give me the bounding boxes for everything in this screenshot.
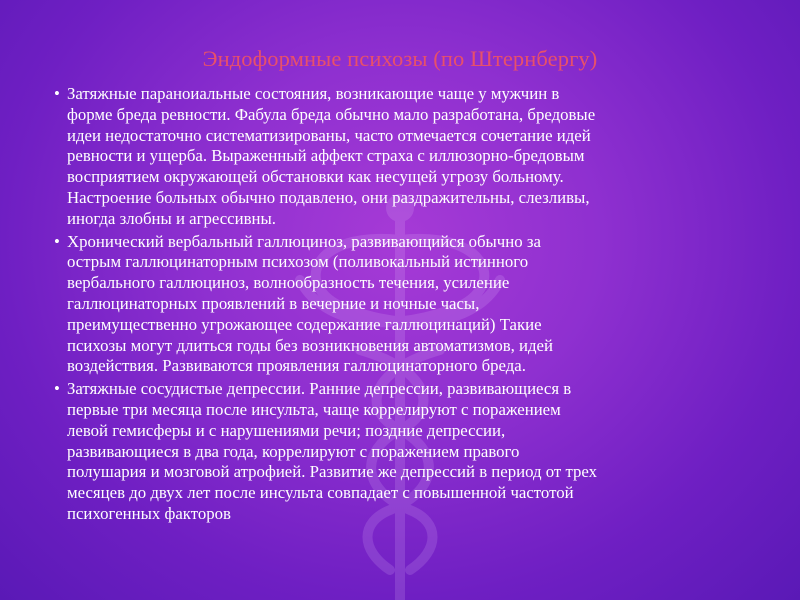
bullet-marker: • bbox=[54, 84, 60, 103]
slide-content bbox=[55, 84, 760, 527]
bullet-item-paranoid-states bbox=[55, 84, 760, 230]
slide-title: Эндоформные психозы (по Штернбергу) bbox=[202, 46, 598, 71]
bullet-item-verbal-hallucinosis bbox=[55, 232, 760, 378]
bullet-text: Затяжные параноиальные состояния, возникающие чаще у мужчин в форме бреда ревности. Фабула бреда обычно мало разработана, бредовые идеи недостаточно систематизированы, часто отмечается сочетание идей ревности и ущерба. Выраженный аффект страха с иллюзорно-бредовым восприятием окружающей обстановки как несущей угрозу больному. Настроение больных обычно подавлено, они раздражительны, слезливы, иногда злобны и агрессивны. bbox=[67, 84, 596, 228]
bullet-marker: • bbox=[54, 379, 60, 399]
bullet-item-vascular-depressions bbox=[55, 379, 760, 525]
bullet-text: Затяжные сосудистые депрессии. Ранние депрессии, развивающиеся в первые три месяца после инсульта, чаще коррелируют с поражением левой гемисферы и с нарушениями речи; поздние депрессии, развивающиеся в два года, коррелируют с поражением правого полушария и мозговой атрофией. Развитие же депрессий в период от трех месяцев до двух лет после инсульта совпадает с повышенной частотой психогенных факторов bbox=[67, 379, 597, 523]
bullet-text: Хронический вербальный галлюциноз, развивающийся обычно за острым галлюцинаторным психозом (поливокальный истинного вербального галлюциноз, волнообразность течения, усиление галлюцинаторных проявлений в вечерние и ночные часы, преимущественно угрожающее содержание галлюцинаций) Такие психозы могут длиться годы без возникновения автоматизмов, идей воздействия. Развиваются проявления галлюцинаторного бреда. bbox=[67, 231, 553, 376]
bullet-marker: • bbox=[54, 231, 60, 251]
